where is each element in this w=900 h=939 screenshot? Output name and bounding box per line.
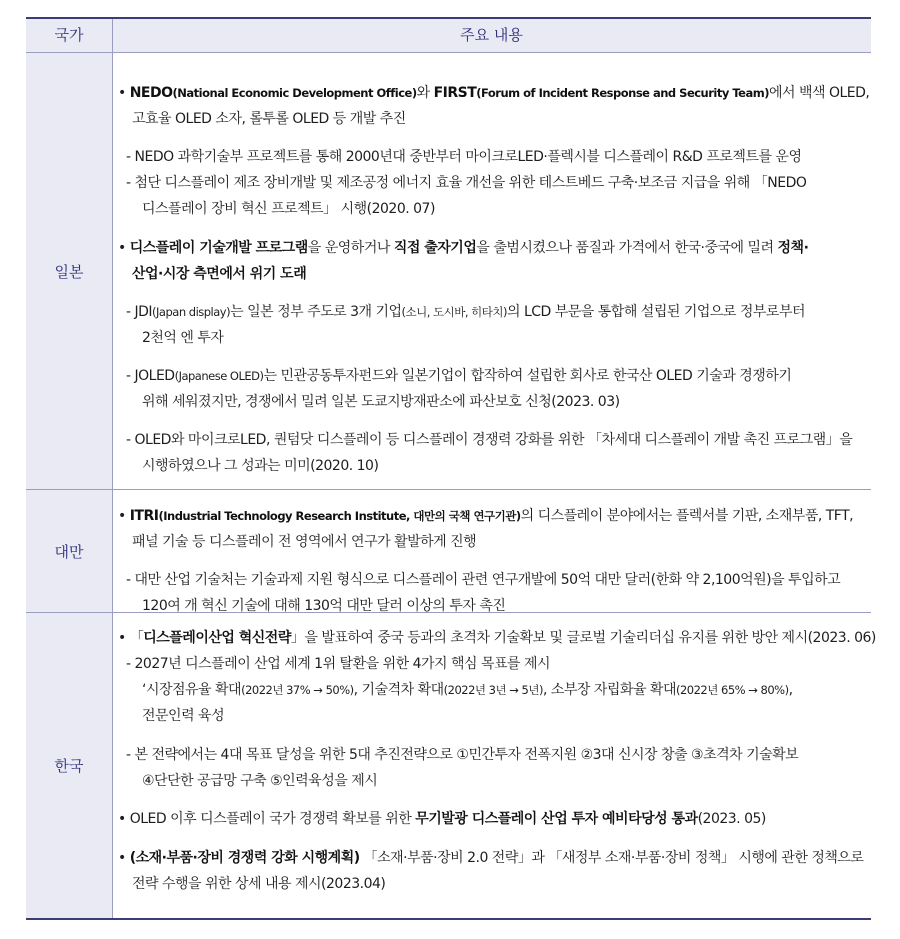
text-line: [118, 236, 808, 260]
text-line: [142, 197, 435, 221]
text-segment: (Japan display): [152, 305, 231, 319]
text-segment: 을 출범시켰으나 품질과 가격에서 한국·중국에 밀려: [476, 240, 778, 256]
text-segment: (Japanese OLED): [174, 369, 264, 383]
text-segment: 전략 수행을 위한 상세 내용 제시(2023.04): [132, 876, 386, 892]
text-line: [118, 626, 876, 650]
text-segment: 고효율 OLED 소자, 롤투롤 OLED 등 개발 추진: [132, 111, 406, 127]
text-segment: ④단단한 공급망 구축 ⑤인력육성을 제시: [142, 773, 378, 789]
text-segment: 의 LCD 부문을 통합해 설립된 기업으로 정부로부터: [506, 304, 805, 320]
header-content: 주요 내용: [460, 26, 523, 44]
text-segment: 위해 세워졌지만, 경쟁에서 밀려 일본 도쿄지방재판소에 파산보호 신청(2023. 03): [142, 394, 620, 410]
text-segment: - OLED와 마이크로LED, 퀀텀닷 디스플레이 등 디스플레이 경쟁력 강화를 위한 「차세대 디스플레이 개발 촉진 프로그램」을: [126, 432, 853, 448]
text-line: [118, 846, 863, 870]
text-line: [118, 807, 766, 831]
text-segment: 직접 출자기업: [393, 240, 477, 256]
text-segment: • OLED 이후 디스플레이 국가 경쟁력 확보를 위한: [118, 811, 416, 827]
text-segment: (소재·부품·장비 경쟁력 강화 시행계획): [129, 850, 360, 866]
text-line: [118, 504, 853, 528]
text-segment: 전문인력 육성: [142, 708, 225, 724]
text-line: [126, 743, 798, 767]
text-line: [132, 872, 385, 896]
text-segment: •: [118, 850, 130, 866]
text-line: [118, 81, 869, 105]
text-line: [126, 652, 550, 676]
text-segment: 정책·: [777, 240, 809, 256]
text-segment: 120여 개 혁신 기술에 대해 130억 대만 달러 이상의 투자 촉진: [142, 598, 506, 614]
text-line: [126, 171, 806, 195]
text-segment: 와: [416, 85, 434, 101]
policy-table: [26, 17, 876, 920]
text-segment: - JDI: [126, 304, 153, 320]
text-segment: 디스플레이 장비 혁신 프로젝트」 시행(2020. 07): [142, 201, 435, 217]
text-segment: 디스플레이산업 혁신전략: [143, 630, 291, 646]
text-segment: 패널 기술 등 디스플레이 전 영역에서 연구가 활발하게 진행: [132, 534, 477, 550]
text-line: [126, 428, 852, 452]
text-line: [126, 145, 801, 169]
text-segment: •: [118, 508, 130, 524]
text-line: [126, 568, 840, 592]
text-segment: ,: [788, 682, 793, 698]
text-line: [126, 300, 805, 324]
text-segment: 산업·시장 측면에서 위기 도래: [132, 266, 307, 282]
text-segment: •: [118, 240, 130, 256]
text-segment: , 기술격차 확대: [353, 682, 444, 698]
text-segment: - 첨단 디스플레이 제조 장비개발 및 제조공정 에너지 효율 개선을 위한 테스트베드 구축·보조금 지급을 위해 「NEDO: [126, 175, 807, 191]
table-row-taiwan: [26, 490, 871, 613]
text-segment: - 본 전략에서는 4대 목표 달성을 위한 5대 추진전략으로 ①민간투자 전폭지원 ②3대 신시장 창출 ③초격차 기술확보: [126, 747, 799, 763]
text-segment: (Forum of Incident Response and Security Team): [476, 86, 769, 100]
text-segment: FIRST: [433, 85, 477, 101]
text-segment: 2천억 엔 투자: [142, 330, 224, 346]
text-segment: , 소부장 자립화율 확대: [542, 682, 676, 698]
text-line: [142, 678, 793, 702]
text-segment: 에서 백색 OLED,: [768, 85, 870, 101]
country-cell: 한국: [26, 613, 112, 918]
country-cell: 일본: [26, 53, 112, 489]
text-segment: 을 운영하거나: [307, 240, 394, 256]
text-segment: (소니, 도시바, 히타치): [401, 305, 507, 319]
text-segment: 디스플레이 기술개발 프로그램: [129, 240, 308, 256]
table-header: [26, 19, 871, 53]
text-segment: NEDO: [129, 85, 173, 101]
text-segment: 는 일본 정부 주도로 3개 기업: [230, 304, 402, 320]
text-line: [142, 390, 620, 414]
text-segment: • 「: [118, 630, 144, 646]
text-segment: ITRI: [129, 508, 159, 524]
text-segment: 는 민관공동투자펀드와 일본기업이 합작하여 설립한 회사로 한국산 OLED 기술과 경쟁하기: [263, 368, 792, 384]
text-segment: - 대만 산업 기술처는 기술과제 지원 형식으로 디스플레이 관련 연구개발에 50억 대만 달러(한화 약 2,100억원)을 투입하고: [126, 572, 841, 588]
column-divider: [112, 19, 113, 918]
table-row-korea: [26, 613, 876, 918]
text-line: [142, 326, 223, 350]
text-segment: •: [118, 85, 130, 101]
text-segment: (2023. 05): [697, 811, 766, 827]
text-line: [142, 769, 377, 793]
text-line: [142, 704, 224, 728]
text-line: [126, 364, 791, 388]
text-line: [132, 262, 306, 286]
header-country: 국가: [54, 26, 84, 44]
text-segment: 무기발광 디스플레이 산업 투자 예비타당성 통과: [415, 811, 698, 827]
country-cell: 대만: [26, 490, 112, 612]
text-segment: - 2027년 디스플레이 산업 세계 1위 탈환을 위한 4가지 핵심 목표를 제시: [126, 656, 551, 672]
text-segment: (National Economic Development Office): [172, 86, 417, 100]
text-segment: (2022년 37% → 50%): [241, 683, 354, 697]
text-segment: 시행하였으나 그 성과는 미미(2020. 10): [142, 458, 379, 474]
text-line: [132, 107, 406, 131]
text-segment: 「소재·부품·장비 2.0 전략」과 「새정부 소재·부품·장비 정책」 시행에 관한 정책으로: [359, 850, 864, 866]
text-segment: - NEDO 과학기술부 프로젝트를 통해 2000년대 중반부터 마이크로LED·플렉시블 디스플레이 R&D 프로젝트를 운영: [126, 149, 802, 165]
text-segment: (Industrial Technology Research Institute, 대만의 국책 연구기관): [158, 509, 521, 523]
text-segment: 」을 발표하여 중국 등과의 초격차 기술확보 및 글로벌 기술리더십 유지를 위한 방안 제시(2023. 06): [290, 630, 876, 646]
table-row-japan: [26, 53, 871, 490]
text-segment: (2022년 3년 → 5년): [443, 683, 543, 697]
text-segment: (2022년 65% → 80%): [676, 683, 789, 697]
text-line: [142, 454, 378, 478]
text-line: [132, 530, 476, 554]
text-segment: 의 디스플레이 분야에서는 플렉서블 기판, 소재부품, TFT,: [520, 508, 854, 524]
text-segment: ‘시장점유율 확대: [142, 682, 242, 698]
text-segment: - JOLED: [126, 368, 175, 384]
